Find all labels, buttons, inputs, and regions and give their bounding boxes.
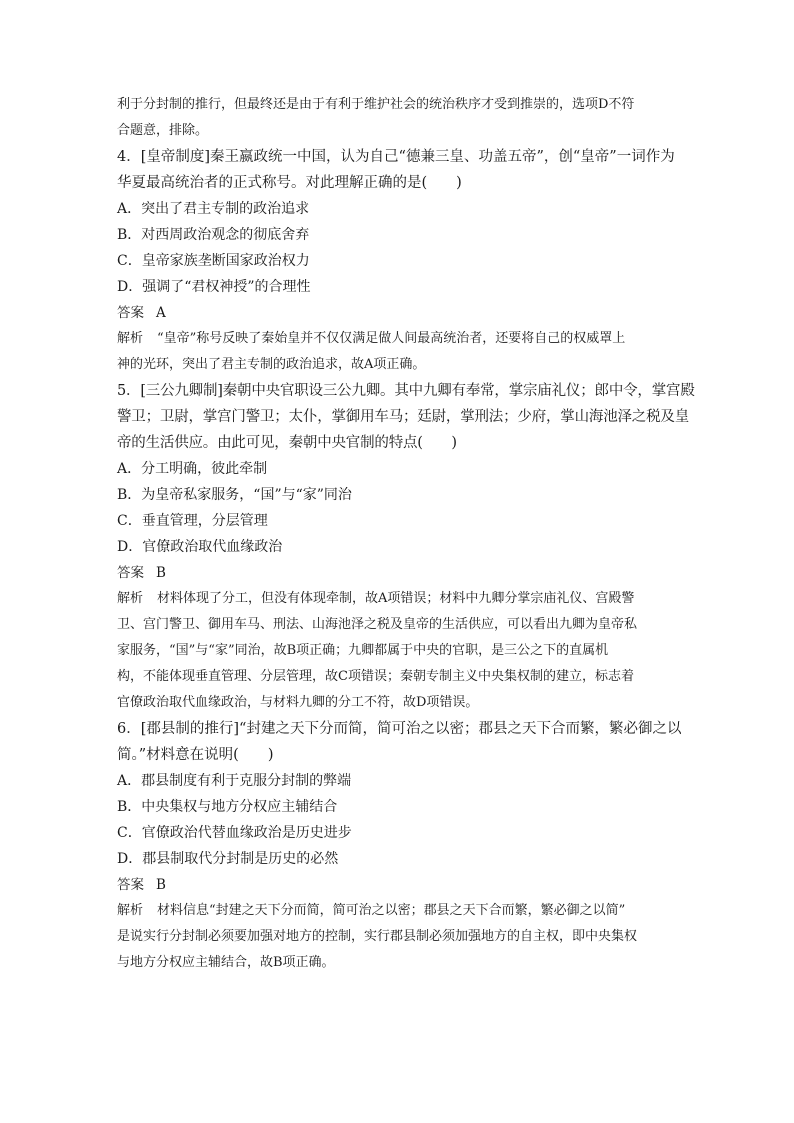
option-b: B．对西周政治观念的彻底舍弃	[117, 227, 310, 243]
analysis-text: 构，不能体现垂直管理、分层管理，故C项错误；秦朝专制主义中央集权制的建立，标志着	[117, 669, 634, 684]
intro-line: 合题意，排除。	[117, 123, 209, 138]
analysis-text: 与地方分权应主辅结合，故B项正确。	[117, 955, 335, 970]
analysis-text: 材料信息“封建之天下分而简，简可治之以密；郡县之天下合而繁，繁必御之以简”	[157, 903, 626, 918]
question-stem: 简。”材料意在说明( )	[117, 747, 274, 763]
analysis-text: “皇帝”称号反映了秦始皇并不仅仅满足做人间最高统治者，还要将自己的权威罩上	[157, 331, 626, 346]
option-a: A．分工明确，彼此牵制	[117, 461, 268, 477]
option-c: C．官僚政治代替血缘政治是历史进步	[117, 825, 352, 841]
question-stem: 6．[郡县制的推行]“封建之天下分而简，简可治之以密；郡县之天下合而繁，繁必御之以	[117, 721, 682, 737]
analysis-text: 神的光环，突出了君主专制的政治追求，故A项正确。	[117, 357, 426, 372]
option-c: C．皇帝家族垄断国家政治权力	[117, 253, 310, 269]
answer-value: B	[156, 565, 166, 581]
answer-label: 答案	[117, 877, 144, 893]
question-stem: 5．[三公九卿制]秦朝中央官职设三公九卿。其中九卿有奉常，掌宗庙礼仪；郎中令，掌宫殿	[117, 383, 695, 399]
answer-line	[117, 300, 683, 326]
intro-line: 利于分封制的推行，但最终还是由于有利于维护社会的统治秩序才受到推崇的，选项D不符	[117, 97, 635, 112]
option-d: D．郡县制取代分封制是历史的必然	[117, 851, 339, 867]
answer-label: 答案	[117, 565, 144, 581]
analysis-line	[117, 898, 683, 924]
option-a: A．郡县制度有利于克服分封制的弊端	[117, 773, 352, 789]
answer-line	[117, 872, 683, 898]
answer-value: B	[156, 877, 166, 893]
option-b: B．为皇帝私家服务，“国”与“家”同治	[117, 487, 352, 503]
analysis-line	[117, 326, 683, 352]
question-6	[117, 716, 683, 976]
analysis-text: 卫、宫门警卫、御用车马、刑法、山海池泽之税及皇帝的生活供应，可以看出九卿为皇帝私	[117, 617, 638, 632]
option-a: A．突出了君主专制的政治追求	[117, 201, 310, 217]
question-stem: 4．[皇帝制度]秦王嬴政统一中国，认为自己“德兼三皇、功盖五帝”，创“皇帝”一词作为	[117, 149, 675, 165]
answer-line	[117, 560, 683, 586]
analysis-label: 解析	[117, 331, 144, 346]
question-stem: 警卫；卫尉，掌宫门警卫；太仆，掌御用车马；廷尉，掌刑法；少府，掌山海池泽之税及皇	[117, 409, 689, 425]
option-d: D．强调了“君权神授”的合理性	[117, 279, 311, 295]
question-5	[117, 378, 695, 716]
question-stem: 帝的生活供应。由此可见，秦朝中央官制的特点( )	[117, 435, 457, 451]
analysis-text: 家服务，“国”与“家”同治，故B项正确；九卿都属于中央的官职，是三公之下的直属机	[117, 643, 609, 658]
answer-label: 答案	[117, 305, 144, 321]
option-b: B．中央集权与地方分权应主辅结合	[117, 799, 338, 815]
option-c: C．垂直管理，分层管理	[117, 513, 268, 529]
analysis-label: 解析	[117, 903, 144, 918]
document-page	[117, 92, 695, 976]
option-d: D．官僚政治取代血缘政治	[117, 539, 283, 555]
question-stem: 华夏最高统治者的正式称号。对此理解正确的是( )	[117, 175, 462, 191]
question-4	[117, 144, 683, 378]
analysis-text: 是说实行分封制必须要加强对地方的控制，实行郡县制必须加强地方的自主权，即中央集权	[117, 929, 638, 944]
analysis-line	[117, 586, 683, 612]
analysis-text: 材料体现了分工，但没有体现牵制，故A项错误；材料中九卿分掌宗庙礼仪、宫殿警	[157, 591, 635, 606]
analysis-label: 解析	[117, 591, 144, 606]
answer-value: A	[156, 305, 166, 321]
analysis-text: 官僚政治取代血缘政治，与材料九卿的分工不符，故D项错误。	[117, 695, 479, 710]
